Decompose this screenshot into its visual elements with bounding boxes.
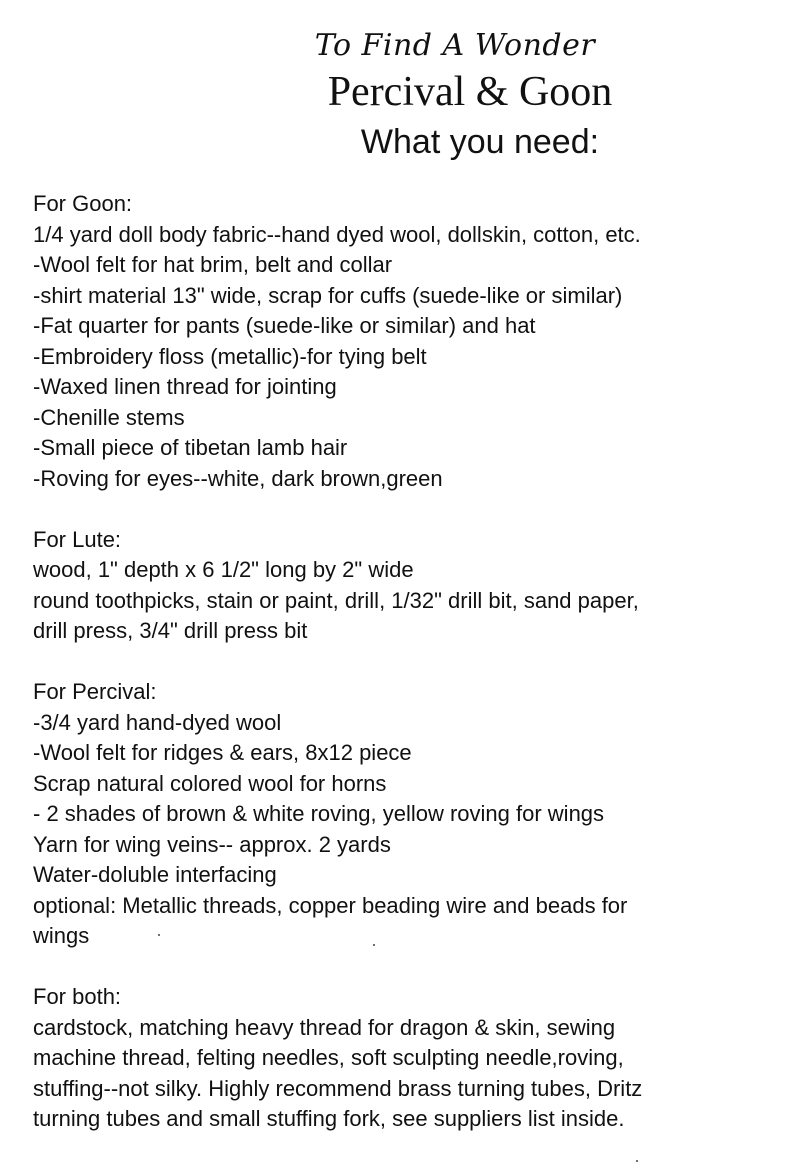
list-item: machine thread, felting needles, soft sculpting needle,roving, [33, 1045, 624, 1070]
pattern-name: To Find A Wonder [314, 28, 596, 63]
list-item: - 2 shades of brown & white roving, yellow roving for wings [33, 801, 605, 826]
section-lute [33, 525, 783, 647]
section-title: For both: [33, 984, 122, 1009]
section-percival [33, 677, 783, 952]
list-item: -3/4 yard hand-dyed wool [33, 709, 282, 735]
list-item: stuffing--not silky. Highly recommend brass turning tubes, Dritz [33, 1075, 643, 1101]
section-both [33, 982, 783, 1135]
scan-speck [373, 944, 375, 946]
list-item: -Wool felt for ridges & ears, 8x12 piece [33, 740, 412, 765]
section-title: For Goon: [33, 191, 133, 216]
list-item: -shirt material 13" wide, scrap for cuffs (suede-like or similar) [33, 282, 623, 308]
list-item: -Chenille stems [33, 404, 185, 430]
list-item: -Roving for eyes--white, dark brown,green [33, 465, 443, 491]
list-item: round toothpicks, stain or paint, drill, 1/32" drill bit, sand paper, [33, 587, 639, 613]
list-item: optional: Metallic threads, copper beading wire and beads for [33, 892, 628, 918]
materials-list [33, 189, 783, 1165]
materials-heading: What you need: [360, 123, 600, 161]
section-goon [33, 189, 783, 494]
list-item: -Embroidery floss (metallic)-for tying belt [33, 343, 427, 369]
list-item: -Fat quarter for pants (suede-like or similar) and hat [33, 313, 536, 338]
scan-speck [158, 934, 160, 936]
list-item: turning tubes and small stuffing fork, see suppliers list inside. [33, 1106, 625, 1131]
section-title: For Lute: [33, 526, 122, 552]
list-item: 1/4 yard doll body fabric--hand dyed wool, dollskin, cotton, etc. [33, 221, 641, 247]
list-item: -Small piece of tibetan lamb hair [33, 435, 348, 460]
list-item: Scrap natural colored wool for horns [33, 770, 387, 796]
list-item: wood, 1" depth x 6 1/2" long by 2" wide [33, 557, 414, 582]
list-item: cardstock, matching heavy thread for dragon & skin, sewing [33, 1014, 616, 1040]
section-title: For Percival: [33, 679, 157, 704]
list-item: drill press, 3/4" drill press bit [33, 618, 308, 643]
list-item: -Wool felt for hat brim, belt and collar [33, 252, 393, 277]
scan-speck [636, 1160, 638, 1162]
list-item: Water-doluble interfacing [33, 862, 277, 887]
list-item: wings [33, 923, 90, 948]
list-item: -Waxed linen thread for jointing [33, 374, 337, 399]
page-header [0, 26, 800, 162]
designer-title: Percival & Goon [327, 69, 613, 115]
list-item: Yarn for wing veins-- approx. 2 yards [33, 831, 391, 857]
